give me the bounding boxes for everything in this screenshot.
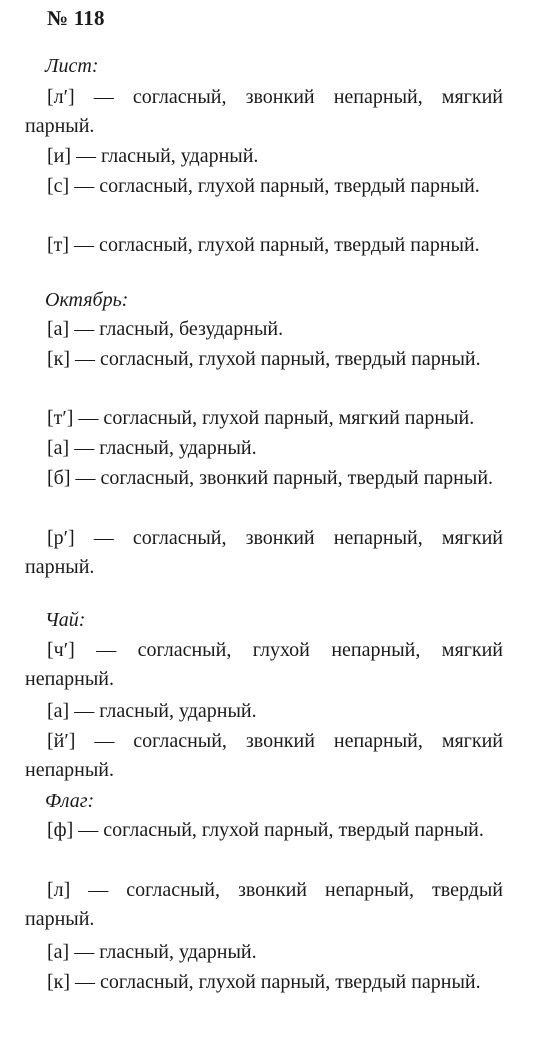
section-word-list: Лист: <box>45 55 99 77</box>
phoneme-entry: [ч′] — согласный, глухой непарный, мягкий непарный. <box>25 639 503 690</box>
phoneme-entry: [а] — гласный, ударный. <box>47 941 257 963</box>
phoneme-entry: [а] — гласный, ударный. <box>47 700 257 722</box>
section-word-oktyabr: Октябрь: <box>45 289 129 311</box>
phoneme-entry: [с] — согласный, глухой парный, твердый парный. <box>47 175 480 197</box>
phoneme-entry: [р′] — согласный, звонкий непарный, мягкий парный. <box>25 527 503 578</box>
phoneme-entry: [к] — согласный, глухой парный, твердый парный. <box>47 348 481 370</box>
section-word-chai: Чай: <box>45 609 86 631</box>
phoneme-entry: [т] — согласный, глухой парный, твердый парный. <box>47 234 480 256</box>
phoneme-entry: [т′] — согласный, глухой парный, мягкий парный. <box>47 407 475 429</box>
phoneme-entry: [ф] — согласный, глухой парный, твердый парный. <box>47 819 484 841</box>
phoneme-entry: [л′] — согласный, звонкий непарный, мягкий парный. <box>25 86 503 137</box>
phoneme-entry: [к] — согласный, глухой парный, твердый парный. <box>47 971 481 993</box>
phoneme-entry: [л] — согласный, звонкий непарный, твердый парный. <box>25 879 503 930</box>
phoneme-entry: [а] — гласный, ударный. <box>47 437 257 459</box>
exercise-number: № 118 <box>47 6 105 30</box>
section-word-flag: Флаг: <box>45 790 95 812</box>
phoneme-entry: [и] — гласный, ударный. <box>47 145 259 167</box>
phoneme-entry: [б] — согласный, звонкий парный, твердый парный. <box>47 467 494 489</box>
phoneme-entry: [й′] — согласный, звонкий непарный, мягкий непарный. <box>25 730 503 781</box>
phoneme-entry: [а] — гласный, безударный. <box>47 318 284 340</box>
